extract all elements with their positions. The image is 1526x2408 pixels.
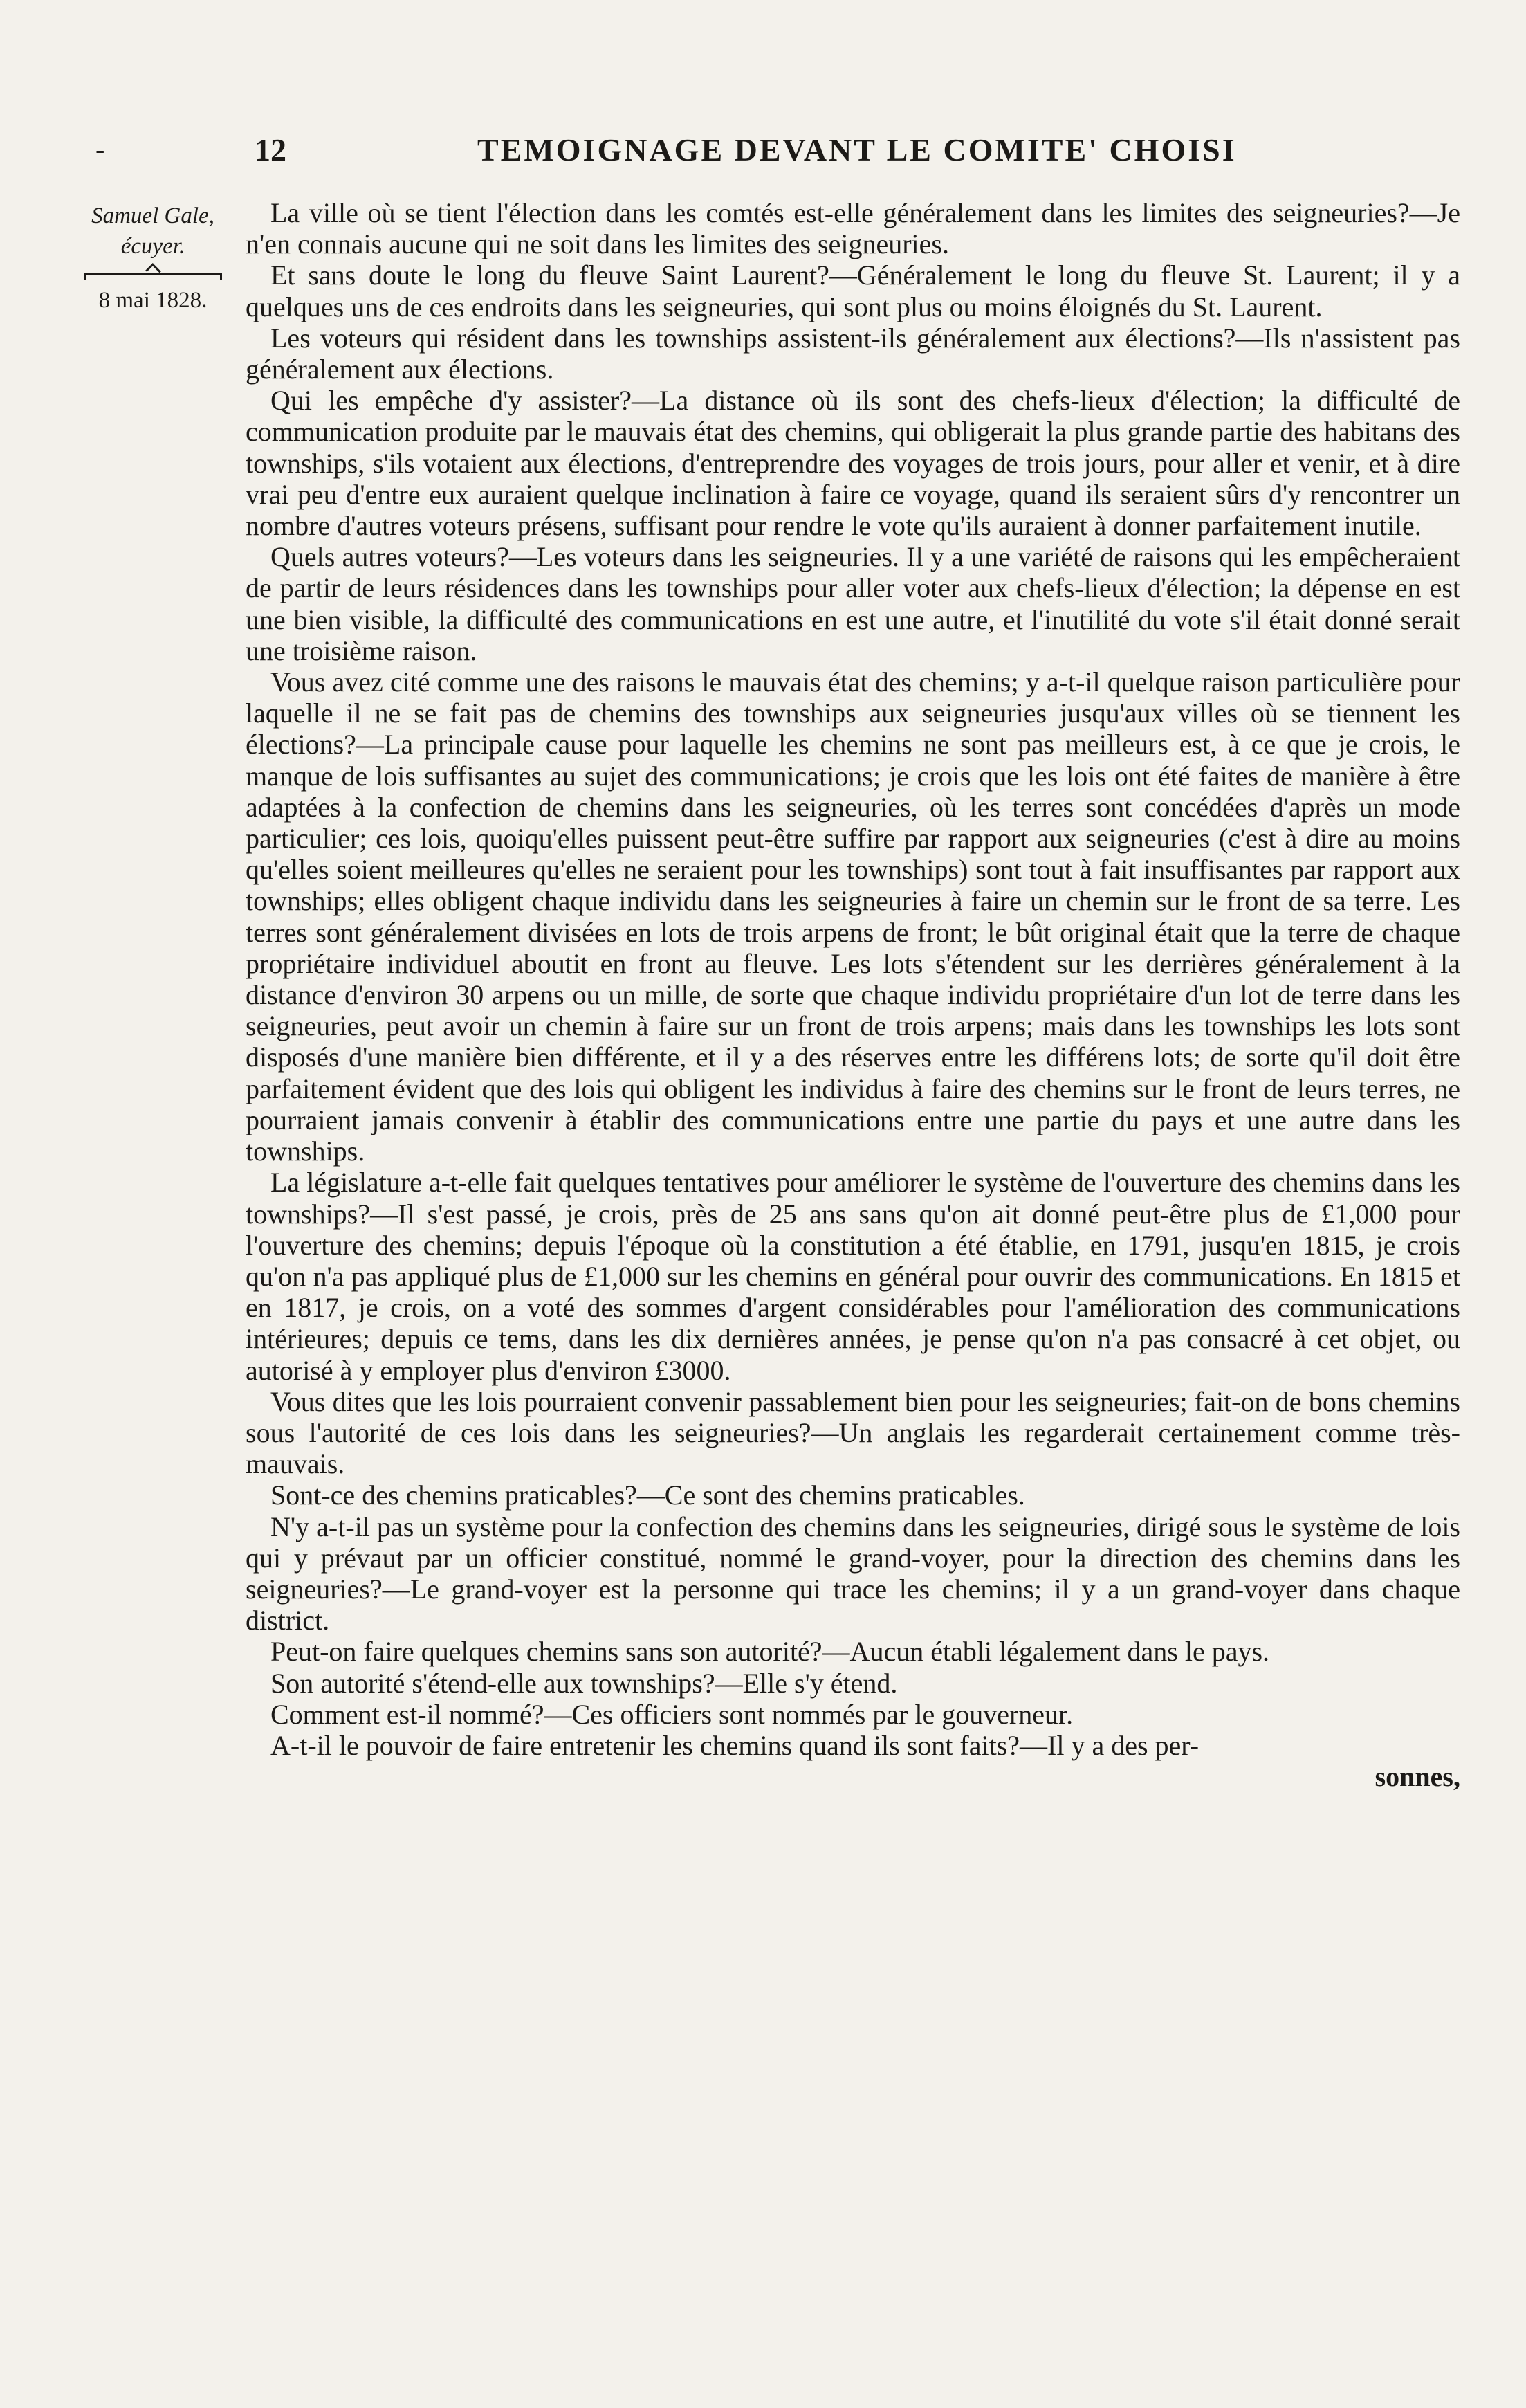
page-number: 12 (255, 132, 286, 167)
paragraph: La ville où se tient l'élection dans les comtés est-elle généralement dans les limites des seigneuries?—Je n'en connais aucune qui ne soit dans les limites des seigneuries. (246, 197, 1460, 260)
paragraph: La législature a-t-elle fait quelques tentatives pour améliorer le système de l'ouverture des chemins dans les townships?—Il s'est passé, je crois, près de 25 ans sans qu'on ait donné peut-être plus de £1,000 pour l'ouverture des chemins; depuis l'époque où la constitution a été établie, en 1791, jusqu'en 1815, je crois qu'on n'a pas appliqué plus de £1,000 sur les chemins en général pour ouvrir des communications. En 1815 et en 1817, je crois, on a voté des sommes d'argent considérables pour l'amélioration des communications intérieures; depuis ce tems, dans les dix dernières années, je pense qu'on n'a pas consacré à cet objet, ou autorisé à y employer plus d'environ £3000. (246, 1167, 1460, 1386)
paragraph: Les voteurs qui résident dans les townships assistent-ils généralement aux élections?—Ils n'assistent pas généralement aux élections. (246, 322, 1460, 385)
witness-title: écuyer. (120, 234, 185, 259)
paragraph: Quels autres voteurs?—Les voteurs dans les seigneuries. Il y a une variété de raisons qui les empêcheraient de partir de leurs résidences dans les townships pour aller voter aux chefs-lieux d'élection; la dépense en est une bien visible, la difficulté des communications en est une autre, et l'inutilité du vote s'il était donné serait une troisième raison. (246, 541, 1460, 666)
brace-ornament (84, 266, 222, 282)
body-text (246, 197, 1460, 1792)
paragraph: Son autorité s'étend-elle aux townships?—Elle s'y étend. (270, 1667, 898, 1699)
header-dash: - (95, 134, 105, 165)
running-header (0, 131, 1526, 173)
paragraph: Et sans doute le long du fleuve Saint Laurent?—Généralement le long du fleuve St. Laurent; il y a quelques uns de ces endroits dans les seigneuries, qui sont plus ou moins éloignés du St. Laurent. (246, 259, 1460, 322)
paragraph: A-t-il le pouvoir de faire entretenir les chemins quand ils sont faits?—Il y a des per- (270, 1729, 1199, 1761)
testimony-date: 8 mai 1828. (98, 288, 208, 313)
witness-name: Samuel Gale, (91, 203, 214, 228)
paragraph: Vous dites que les lois pourraient convenir passablement bien pour les seigneuries; fait-on de bons chemins sous l'autorité de ces lois dans les seigneuries?—Un anglais les regarderait certainement comme très-mauvais. (246, 1385, 1460, 1480)
paragraph: Peut-on faire quelques chemins sans son autorité?—Aucun établi légalement dans le pays. (270, 1636, 1270, 1668)
page-title: TEMOIGNAGE DEVANT LE COMITE' CHOISI (477, 132, 1237, 167)
paragraph: Sont-ce des chemins praticables?—Ce sont des chemins praticables. (270, 1479, 1025, 1511)
paragraph: Comment est-il nommé?—Ces officiers sont nommés par le gouverneur. (270, 1698, 1074, 1730)
paragraph: Qui les empêche d'y assister?—La distance où ils sont des chefs-lieux d'élection; la difficulté de communication produite par le mauvais état des chemins, qui obligerait la plus grande partie des habitans des townships, s'ils votaient aux élections, d'entreprendre des voyages de trois jours, pour aller et venir, et à dire vrai peu d'entre eux auraient quelque inclination à faire ce voyage, quand ils seraient sûrs d'y rencontrer un nombre d'autres voteurs présens, suffisant pour rendre le vote qu'ils auraient à donner parfaitement inutile. (246, 385, 1460, 542)
paragraph: Vous avez cité comme une des raisons le mauvais état des chemins; y a-t-il quelque raison particulière pour laquelle il ne se fait pas de chemins des townships aux seigneuries jusqu'aux villes où se tiennent les élections?—La principale cause pour laquelle les chemins ne sont pas meilleurs est, à ce que je crois, le manque de lois suffisantes au sujet des communications; je crois que les lois ont été faites de manière à être adaptées à la confection de chemins dans les seigneuries, où les terres sont concédées d'après un mode particulier; ces lois, quoiqu'elles puissent peut-être suffire par rapport aux seigneuries (c'est à dire au moins qu'elles soient meilleures qu'elles ne seraient pour les townships) sont tout à fait insuffisantes par rapport aux townships; elles obligent chaque individu dans les seigneuries à faire un chemin sur le front de sa terre. Les terres sont généralement divisées en lots de trois arpens de front; le bût original était que la terre de chaque propriétaire individuel aboutit en front au fleuve. Les lots s'étendent sur les derrières généralement à la distance d'environ 30 arpens ou un mille, de sorte que chaque individu propriétaire d'un lot de terre dans les seigneuries, peut avoir un chemin à faire sur un front de trois arpens; mais dans les townships les lots sont disposés d'une manière bien différente, et il y a des réserves entre les différens lots; de sorte qu'il doit être parfaitement évident que des lois qui obligent les individus à faire des chemins sur le front de leurs terres, ne pourraient jamais convenir à établir des communications entre une partie du pays et une autre dans les townships. (246, 666, 1460, 1167)
paragraph: N'y a-t-il pas un système pour la confection des chemins dans les seigneuries, dirigé sous le système de lois qui y prévaut par un officier constitué, nommé le grand-voyer, pour la direction des chemins dans les seigneuries?—Le grand-voyer est la personne qui trace les chemins; il y a un grand-voyer dans chaque district. (246, 1511, 1460, 1636)
margin-note (66, 201, 239, 316)
catchword: sonnes, (1375, 1761, 1460, 1793)
